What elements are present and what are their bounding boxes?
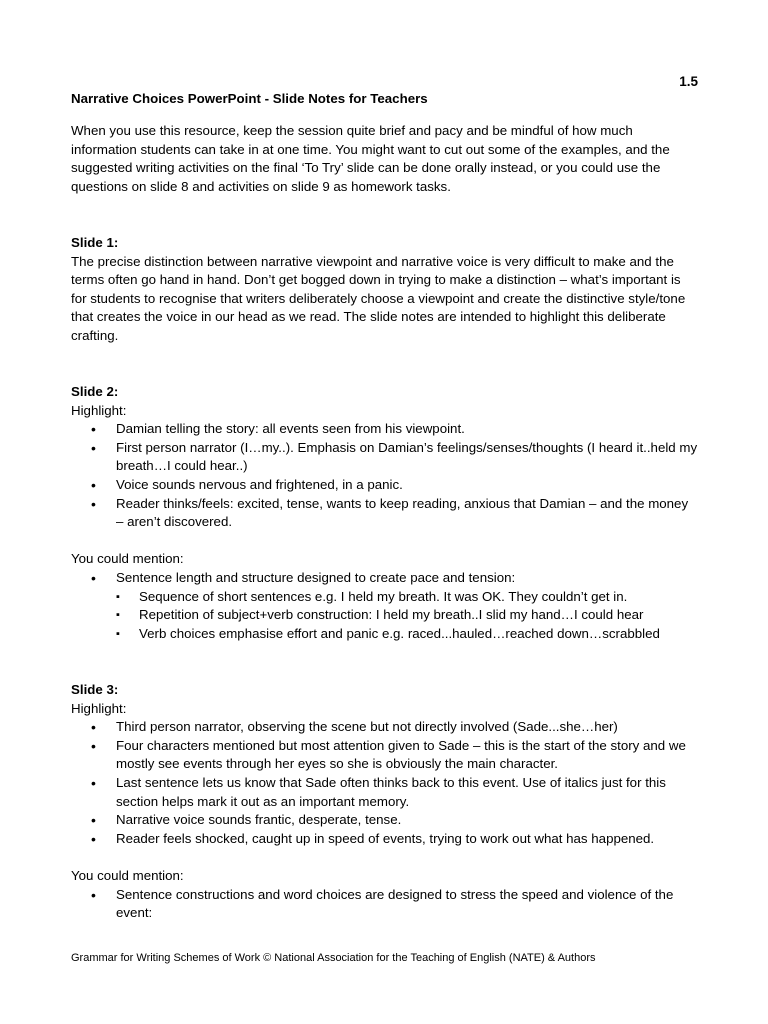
list-item: • Narrative voice sounds frantic, desperate, tense. bbox=[71, 811, 698, 830]
page-footer: Grammar for Writing Schemes of Work © National Association for the Teaching of English (NATE) & Authors bbox=[71, 952, 596, 964]
list-item: • Third person narrator, observing the scene but not directly involved (Sade...she…her) bbox=[71, 718, 698, 737]
slide-2-highlight-list bbox=[71, 420, 698, 532]
sub-list-item: ▪ Verb choices emphasise effort and panic e.g. raced...hauled…reached down…scrabbled bbox=[71, 625, 698, 644]
slide-3-highlight-label: Highlight: bbox=[71, 700, 127, 716]
page-number: 1.5 bbox=[679, 74, 698, 89]
slide-2-heading: Slide 2: bbox=[71, 384, 119, 399]
mention-text: Sentence length and structure designed to create pace and tension: bbox=[116, 569, 516, 585]
slide-3-highlight-list bbox=[71, 718, 698, 848]
list-item: • First person narrator (I…my..). Emphasis on Damian’s feelings/senses/thoughts (I heard it..held my breath…I could hear..) bbox=[71, 439, 698, 476]
list-item: • Sentence constructions and word choices are designed to stress the speed and violence of the event: bbox=[71, 886, 698, 923]
list-item: • Damian telling the story: all events seen from his viewpoint. bbox=[71, 420, 698, 439]
list-item bbox=[71, 569, 698, 643]
list-item: • Reader thinks/feels: excited, tense, wants to keep reading, anxious that Damian – and the money – aren’t discovered. bbox=[71, 495, 698, 532]
intro-paragraph: When you use this resource, keep the session quite brief and pacy and be mindful of how much information students can take in at one time. You might want to cut out some of the examples, and the suggested writing activities on the final ‘To Try’ slide can be done orally instead, or you could use the questions on slide 8 and activities on slide 9 as homework tasks. bbox=[71, 123, 670, 194]
slide-2-section bbox=[71, 383, 698, 643]
slide-3-heading: Slide 3: bbox=[71, 682, 119, 697]
slide-1-text: The precise distinction between narrative viewpoint and narrative voice is very difficult to make and the terms often go hand in hand. Don’t get bogged down in trying to make a distinction – what’s important is for students to recognise that writers deliberately choose a viewpoint and create the distinctive style/tone that creates the voice in our head as we read. The slide notes are intended to highlight this deliberate crafting. bbox=[71, 253, 686, 343]
slide-3-mention-label: You could mention: bbox=[71, 867, 184, 883]
slide-2-mention-list bbox=[71, 569, 698, 643]
document-title: Narrative Choices PowerPoint - Slide Notes for Teachers bbox=[71, 91, 428, 106]
slide-1-section bbox=[71, 234, 698, 346]
slide-1-heading: Slide 1: bbox=[71, 235, 119, 250]
list-item: • Four characters mentioned but most attention given to Sade – this is the start of the story and we mostly see events through her eyes so she is obviously the main character. bbox=[71, 737, 698, 774]
list-item: • Last sentence lets us know that Sade often thinks back to this event. Use of italics just for this section helps mark it out as an important memory. bbox=[71, 774, 698, 811]
sub-list-item: ▪ Repetition of subject+verb construction: I held my breath..I slid my hand…I could hear bbox=[71, 606, 698, 625]
sub-list-item: ▪ Sequence of short sentences e.g. I held my breath. It was OK. They couldn’t get in. bbox=[71, 588, 698, 607]
list-item: • Reader feels shocked, caught up in speed of events, trying to work out what has happened. bbox=[71, 830, 698, 849]
slide-2-sub-list bbox=[71, 588, 698, 644]
slide-3-mention-list bbox=[71, 886, 698, 923]
slide-2-highlight-label: Highlight: bbox=[71, 402, 127, 418]
list-item: • Voice sounds nervous and frightened, in a panic. bbox=[71, 476, 698, 495]
slide-2-mention-label: You could mention: bbox=[71, 551, 184, 567]
slide-3-section bbox=[71, 681, 698, 923]
